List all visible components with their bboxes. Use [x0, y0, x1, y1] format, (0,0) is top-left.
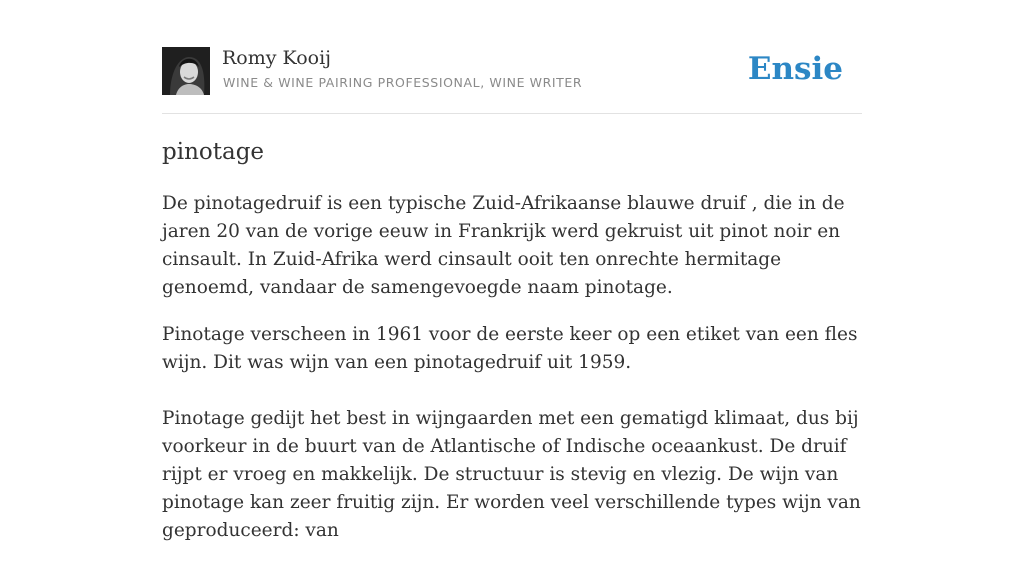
- article-title: pinotage: [162, 139, 265, 165]
- portrait-icon: [162, 47, 210, 95]
- paragraph: Pinotage verscheen in 1961 voor de eerste keer op een etiket van een fles wijn. Dit was wijn van een pinotagedruif uit 1959.: [162, 324, 858, 373]
- paragraph: Pinotage gedijt het best in wijngaarden met een gematigd klimaat, dus bij voorkeur in de buurt van de Atlantische of Indische oceaankust. De druif rijpt er vroeg en makkelijk. De structuur is stevig en vlezig. De wijn van pinotage kan zeer fruitig zijn. Er worden veel verschillende types wijn van geproduceerd: van: [162, 408, 861, 541]
- author-avatar[interactable]: [162, 47, 210, 95]
- article-container: [162, 0, 862, 541]
- article-body: [162, 190, 862, 564]
- article-header: [162, 0, 862, 114]
- author-role: WINE & WINE PAIRING PROFESSIONAL, WINE WRITER: [223, 75, 583, 90]
- brand-logo[interactable]: Ensie: [747, 51, 843, 87]
- paragraph: De pinotagedruif is een typische Zuid-Afrikaanse blauwe druif , die in de jaren 20 van de vorige eeuw in Frankrijk werd gekruist uit pinot noir en cinsault. In Zuid-Afrika werd cinsault ooit ten onrechte hermitage genoemd, vandaar de samengevoegde naam pinotage.: [162, 193, 845, 298]
- author-name[interactable]: Romy Kooij: [222, 47, 332, 69]
